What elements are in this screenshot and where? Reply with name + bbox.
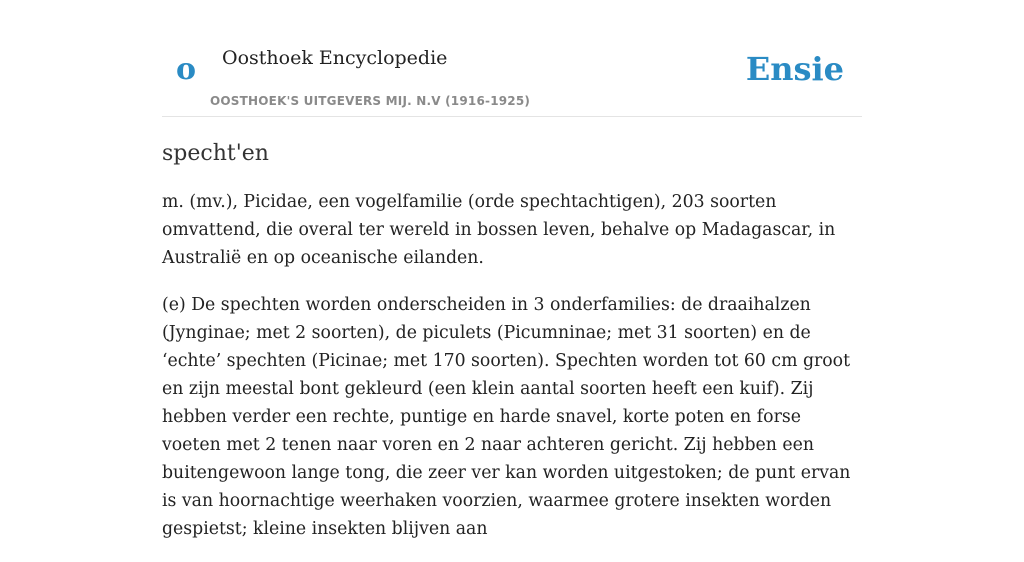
- entry-paragraph: m. (mv.), Picidae, een vogelfamilie (orde spechtachtigen), 203 soorten omvattend, die overal ter wereld in bossen leven, behalve op Madagascar, in Australië en op oceanische eilanden.: [162, 192, 836, 268]
- site-header: [162, 0, 862, 117]
- brand-logo-link[interactable]: Ensie: [745, 50, 844, 88]
- site-subtitle: OOSTHOEK'S UITGEVERS MIJ. N.V (1916-1925): [210, 94, 531, 108]
- entry-content: [162, 138, 862, 562]
- site-title[interactable]: Oosthoek Encyclopedie: [222, 47, 448, 69]
- entry-title: specht'en: [162, 141, 269, 166]
- logo-icon[interactable]: o: [176, 52, 197, 87]
- entry-paragraph: (e) De spechten worden onderscheiden in 3 onderfamilies: de draaihalzen (Jynginae; met 2 soorten), de piculets (Picumninae; met 31 soorten) en de ‘echte’ spechten (Picinae; met 170 soorten). Spechten worden tot 60 cm groot en zijn meestal bont gekleurd (een klein aantal soorten heeft een kuif). Zij hebben verder een rechte, puntige en harde snavel, korte poten en forse voeten met 2 tenen naar voren en 2 naar achteren gericht. Zij hebben een buitengewoon lange tong, die zeer ver kan worden uitgestoken; de punt ervan is van hoornachtige weerhaken voorzien, waarmee grotere insekten worden gespietst; kleine insekten blijven aan: [162, 295, 851, 539]
